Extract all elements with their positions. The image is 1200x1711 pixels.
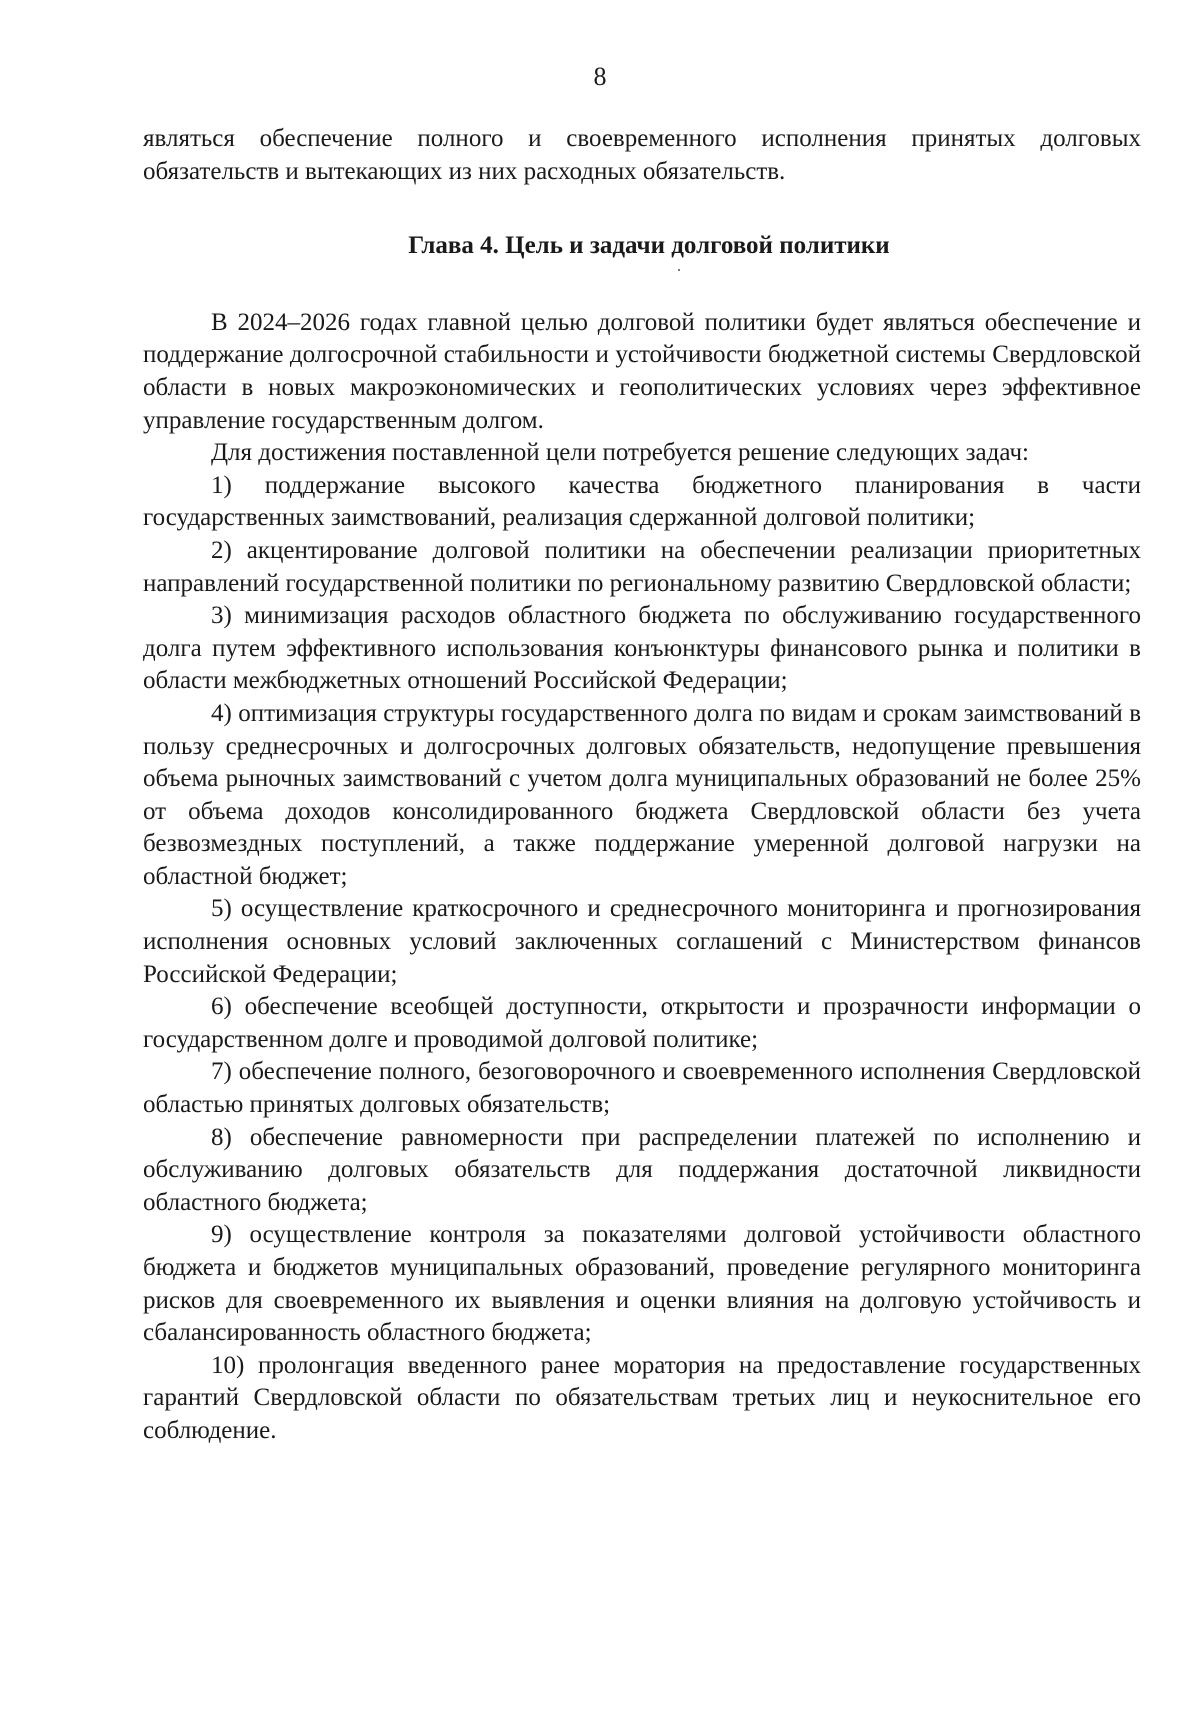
page-number: 8 (593, 62, 607, 91)
task-item-5: 5) осуществление краткосрочного и среднесрочного мониторинга и прогнозирования исполнения основных условий заключенных соглашений с Министерством финансов Российской Федерации; (143, 895, 1141, 988)
task-item-1: 1) поддержание высокого качества бюджетного планирования в части государственных заимствований, реализация сдержанной долговой политики; (143, 471, 1141, 532)
document-body (143, 123, 1141, 1448)
chapter-heading: Глава 4. Цель и задачи долговой политики (408, 232, 890, 260)
task-item-4: 4) оптимизация структуры государственного долга по видам и срокам заимствований в пользу среднесрочных и долгосрочных долговых обязательств, недопущение превышения объема рыночных заимствований с учетом долга муниципальных образований не более 25% от объема доходов консолидированного бюджета Свердловской области без учета безвозмездных поступлений, а также поддержание умеренной долговой нагрузки на областной бюджет; (143, 699, 1141, 890)
task-item-10: 10) пролонгация введенного ранее моратория на предоставление государственных гарантий Свердловской области по обязательствам третьих лиц и неукоснительное его соблюдение. (143, 1351, 1141, 1444)
task-item-7: 7) обеспечение полного, безоговорочного и своевременного исполнения Свердловской областью принятых долговых обязательств; (143, 1058, 1141, 1119)
goal-paragraph: В 2024–2026 годах главной целью долговой политики будет являться обеспечение и поддержание долгосрочной стабильности и устойчивости бюджетной системы Свердловской области в новых макроэкономических и геополитических условиях через эффективное управление государственным долгом. (143, 308, 1141, 434)
task-item-6: 6) обеспечение всеобщей доступности, открытости и прозрачности информации о государственном долге и проводимой долговой политике; (143, 993, 1141, 1053)
task-item-3: 3) минимизация расходов областного бюджета по обслуживанию государственного долга путем эффективного использования конъюнктуры финансового рынка и политики в области межбюджетных отношений Российской Федерации; (143, 602, 1141, 695)
task-item-9: 9) осуществление контроля за показателями долговой устойчивости областного бюджета и бюджетов муниципальных образований, проведение регулярного мониторинга рисков для своевременного их выявления и оценки влияния на долговую устойчивость и сбалансированность областного бюджета; (143, 1221, 1141, 1347)
task-item-2: 2) акцентирование долговой политики на обеспечении реализации приоритетных направлений государственной политики по региональному развитию Свердловской области; (143, 536, 1141, 597)
task-item-8: 8) обеспечение равномерности при распределении платежей по исполнению и обслуживанию долговых обязательств для поддержания достаточной ликвидности областного бюджета; (143, 1123, 1141, 1216)
intro-paragraph: являться обеспечение полного и своевременного исполнения принятых долговых обязательств и вытекающих из них расходных обязательств. (143, 125, 1141, 185)
tasks-intro-paragraph: Для достижения поставленной цели потребуется решение следующих задач: (211, 439, 1029, 467)
scan-speck (143, 285, 1141, 295)
